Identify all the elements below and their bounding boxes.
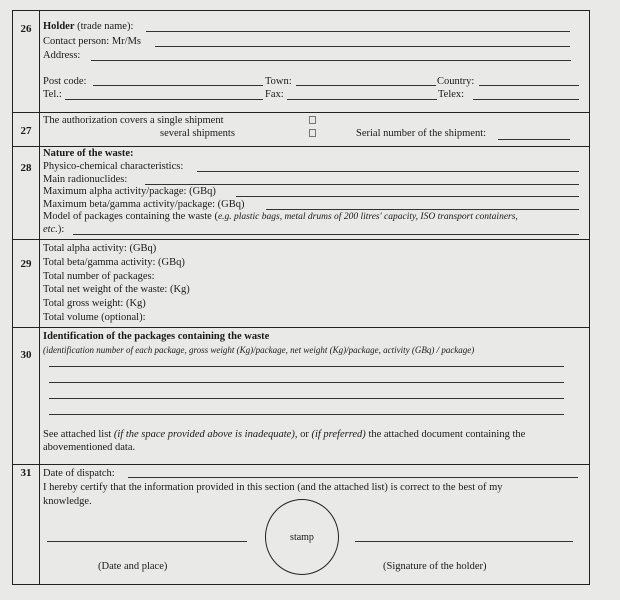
signature-label: (Signature of the holder) xyxy=(383,561,487,572)
dispatch-label: Date of dispatch: xyxy=(43,468,115,479)
section-number-31: 31 xyxy=(20,467,32,479)
total-beta-label: Total beta/gamma activity: (GBq) xyxy=(43,257,185,268)
number-column-divider xyxy=(39,11,40,584)
model-label: Model of packages containing the waste (e.g. plastic bags, metal drums of 200 litres' capacity, ISO transport containers, xyxy=(43,211,518,222)
serial-number-label: Serial number of the shipment: xyxy=(356,128,487,139)
country-field[interactable] xyxy=(479,85,579,86)
address-field[interactable] xyxy=(91,60,571,61)
section-number-26: 26 xyxy=(20,23,32,35)
model-field[interactable] xyxy=(73,234,579,235)
nature-waste-title: Nature of the waste: xyxy=(43,148,134,159)
waste-shipment-form xyxy=(12,10,590,585)
row-divider xyxy=(13,239,589,240)
package-line[interactable] xyxy=(49,382,564,383)
signature-field[interactable] xyxy=(355,541,573,542)
section-number-29: 29 xyxy=(20,258,32,270)
max-beta-label: Maximum beta/gamma activity/package: (GBq) xyxy=(43,199,245,210)
identification-subtitle: (identification number of each package, gross weight (Kg)/package, net weight (Kg)/package, activity (GBq) / package) xyxy=(43,345,475,355)
several-shipments-checkbox[interactable] xyxy=(309,129,316,137)
max-beta-field[interactable] xyxy=(266,209,579,210)
physico-field[interactable] xyxy=(197,171,579,172)
postcode-field[interactable] xyxy=(93,85,263,86)
certify-text: I hereby certify that the information provided in this section (and the attached list) is correct to the best of my xyxy=(43,482,503,493)
row-divider xyxy=(13,112,589,113)
max-alpha-label: Maximum alpha activity/package: (GBq) xyxy=(43,186,216,197)
package-line[interactable] xyxy=(49,414,564,415)
telex-field[interactable] xyxy=(473,99,579,100)
see-attached-text: See attached list (if the space provided above is inadequate), or (if preferred) the attached document containing the xyxy=(43,429,526,440)
town-field[interactable] xyxy=(296,85,436,86)
radionuclides-field[interactable] xyxy=(145,184,579,185)
section-number-30: 30 xyxy=(20,349,32,361)
total-alpha-label: Total alpha activity: (GBq) xyxy=(43,243,157,254)
total-net-weight-label: Total net weight of the waste: (Kg) xyxy=(43,284,190,295)
country-label: Country: xyxy=(437,76,475,87)
telex-label: Telex: xyxy=(438,89,465,100)
total-gross-weight-label: Total gross weight: (Kg) xyxy=(43,298,146,309)
several-shipments-label: several shipments xyxy=(160,128,235,139)
holder-label: Holder (trade name): xyxy=(43,21,134,32)
row-divider xyxy=(13,146,589,147)
address-label: Address: xyxy=(43,50,81,61)
tel-label: Tel.: xyxy=(43,89,62,100)
town-label: Town: xyxy=(265,76,292,87)
postcode-label: Post code: xyxy=(43,76,87,87)
section-number-27: 27 xyxy=(20,125,32,137)
stamp-circle xyxy=(265,499,339,575)
row-divider xyxy=(13,464,589,465)
tel-field[interactable] xyxy=(65,99,263,100)
dispatch-field[interactable] xyxy=(128,477,578,478)
holder-field[interactable] xyxy=(146,31,570,32)
stamp-label: stamp xyxy=(290,531,314,543)
see-attached-text-cont: abovementioned data. xyxy=(43,442,136,453)
fax-field[interactable] xyxy=(287,99,437,100)
max-alpha-field[interactable] xyxy=(236,196,579,197)
single-shipment-checkbox[interactable] xyxy=(309,116,316,124)
section-number-28: 28 xyxy=(20,162,32,174)
date-place-field[interactable] xyxy=(47,541,247,542)
serial-number-field[interactable] xyxy=(498,139,570,140)
identification-title: Identification of the packages containing the waste xyxy=(43,331,270,342)
certify-text-cont: knowledge. xyxy=(43,496,92,507)
contact-field[interactable] xyxy=(155,46,570,47)
radionuclides-label: Main radionuclides: xyxy=(43,174,128,185)
date-place-label: (Date and place) xyxy=(98,561,168,572)
single-shipment-label: The authorization covers a single shipment xyxy=(43,115,224,126)
row-divider xyxy=(13,327,589,328)
model-label-cont: etc.): xyxy=(43,224,65,235)
physico-label: Physico-chemical characteristics: xyxy=(43,161,184,172)
package-line[interactable] xyxy=(49,398,564,399)
total-volume-label: Total volume (optional): xyxy=(43,312,146,323)
total-packages-label: Total number of packages: xyxy=(43,271,155,282)
package-line[interactable] xyxy=(49,366,564,367)
fax-label: Fax: xyxy=(265,89,284,100)
contact-label: Contact person: Mr/Ms xyxy=(43,36,141,47)
